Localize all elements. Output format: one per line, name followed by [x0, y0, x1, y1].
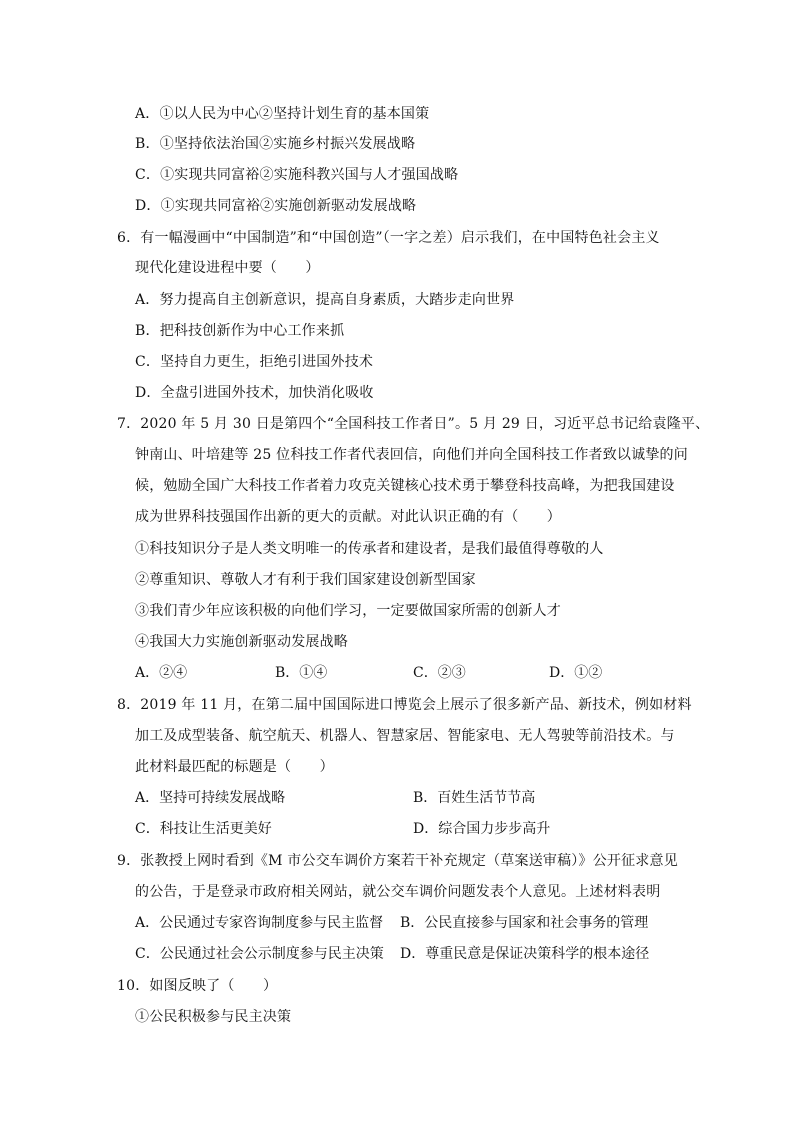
q9-option-c: C．公民通过社会公示制度参与民主决策: [135, 946, 384, 962]
q7-item-1: ①科技知识分子是人类文明唯一的传承者和建设者，是我们最值得尊敬的人: [135, 541, 604, 557]
q6-stem-line-2: 现代化建设进程中要（ ）: [135, 260, 320, 276]
q7-option-d: D．①②: [549, 665, 603, 681]
q8-stem-line-2: 加工及成型装备、航空航天、机器人、智慧家居、智能家电、无人驾驶等前沿技术。与: [135, 728, 675, 744]
q8-option-a: A．坚持可持续发展战略: [135, 790, 286, 806]
q6-option-a: A．努力提高自主创新意识，提高自身素质，大踏步走向世界: [135, 292, 515, 308]
q6-option-d: D．全盘引进国外技术，加快消化吸收: [135, 385, 374, 401]
q8-option-c: C．科技让生活更美好: [135, 821, 272, 837]
q7-stem-line-3: 候，勉励全国广大科技工作者着力攻克关键核心技术勇于攀登科技高峰，为把我国建设: [135, 478, 675, 494]
q9-option-a: A．公民通过专家咨询制度参与民主监督: [135, 915, 384, 931]
q5-option-a: A．①以人民为中心②坚持计划生育的基本国策: [135, 106, 430, 122]
q8-option-d: D．综合国力步步高升: [413, 821, 551, 837]
q6-stem-line-1: 6．有一幅漫画中“中国制造”和“中国创造”（一字之差）启示我们，在中国特色社会主义: [117, 230, 660, 246]
q7-stem-line-1: 7．2020 年 5 月 30 日是第四个“全国科技工作者日”。5 月 29 日，习近平总书记给袁隆平、: [117, 416, 710, 432]
q7-stem-line-4: 成为世界科技强国作出新的更大的贡献。对此认识正确的有（ ）: [135, 509, 561, 525]
q5-option-c: C．①实现共同富裕②实施科教兴国与人才强国战略: [135, 167, 459, 183]
q9-stem-line-2: 的公告，于是登录市政府相关网站，就公交车调价问题发表个人意见。上述材料表明: [135, 884, 661, 900]
q9-stem-line-1: 9．张教授上网时看到《M 市公交车调价方案若干补充规定（草案送审稿）》公开征求意见: [117, 853, 678, 869]
q8-option-b: B．百姓生活节节高: [413, 790, 536, 806]
q6-option-b: B．把科技创新作为中心工作来抓: [135, 323, 345, 339]
q8-stem-line-3: 此材料最匹配的标题是（ ）: [135, 759, 334, 775]
q7-option-c: C．②③: [413, 665, 466, 681]
q7-option-b: B．①④: [275, 665, 328, 681]
q9-option-d: D．尊重民意是保证决策科学的根本途径: [400, 946, 650, 962]
q5-option-d: D．①实现共同富裕②实施创新驱动发展战略: [135, 198, 417, 214]
q9-option-b: B．公民直接参与国家和社会事务的管理: [400, 915, 649, 931]
q6-option-c: C．坚持自力更生，拒绝引进国外技术: [135, 354, 374, 370]
q5-option-b: B．①坚持依法治国②实施乡村振兴发展战略: [135, 136, 416, 152]
q10-item-1: ①公民积极参与民主决策: [135, 1009, 292, 1025]
q8-stem-line-1: 8．2019 年 11 月，在第二届中国国际进口博览会上展示了很多新产品、新技术，例如材料: [117, 697, 692, 713]
q10-stem-line-1: 10．如图反映了（ ）: [117, 978, 278, 994]
q7-option-a: A．②④: [135, 665, 188, 681]
q7-item-2: ②尊重知识、尊敬人才有利于我们国家建设创新型国家: [135, 572, 476, 588]
q7-item-3: ③我们青少年应该积极的向他们学习，一定要做国家所需的创新人才: [135, 603, 561, 619]
q7-stem-line-2: 钟南山、叶培建等 25 位科技工作者代表回信，向他们并向全国科技工作者致以诚挚的问: [135, 447, 688, 463]
q7-item-4: ④我国大力实施创新驱动发展战略: [135, 634, 348, 650]
